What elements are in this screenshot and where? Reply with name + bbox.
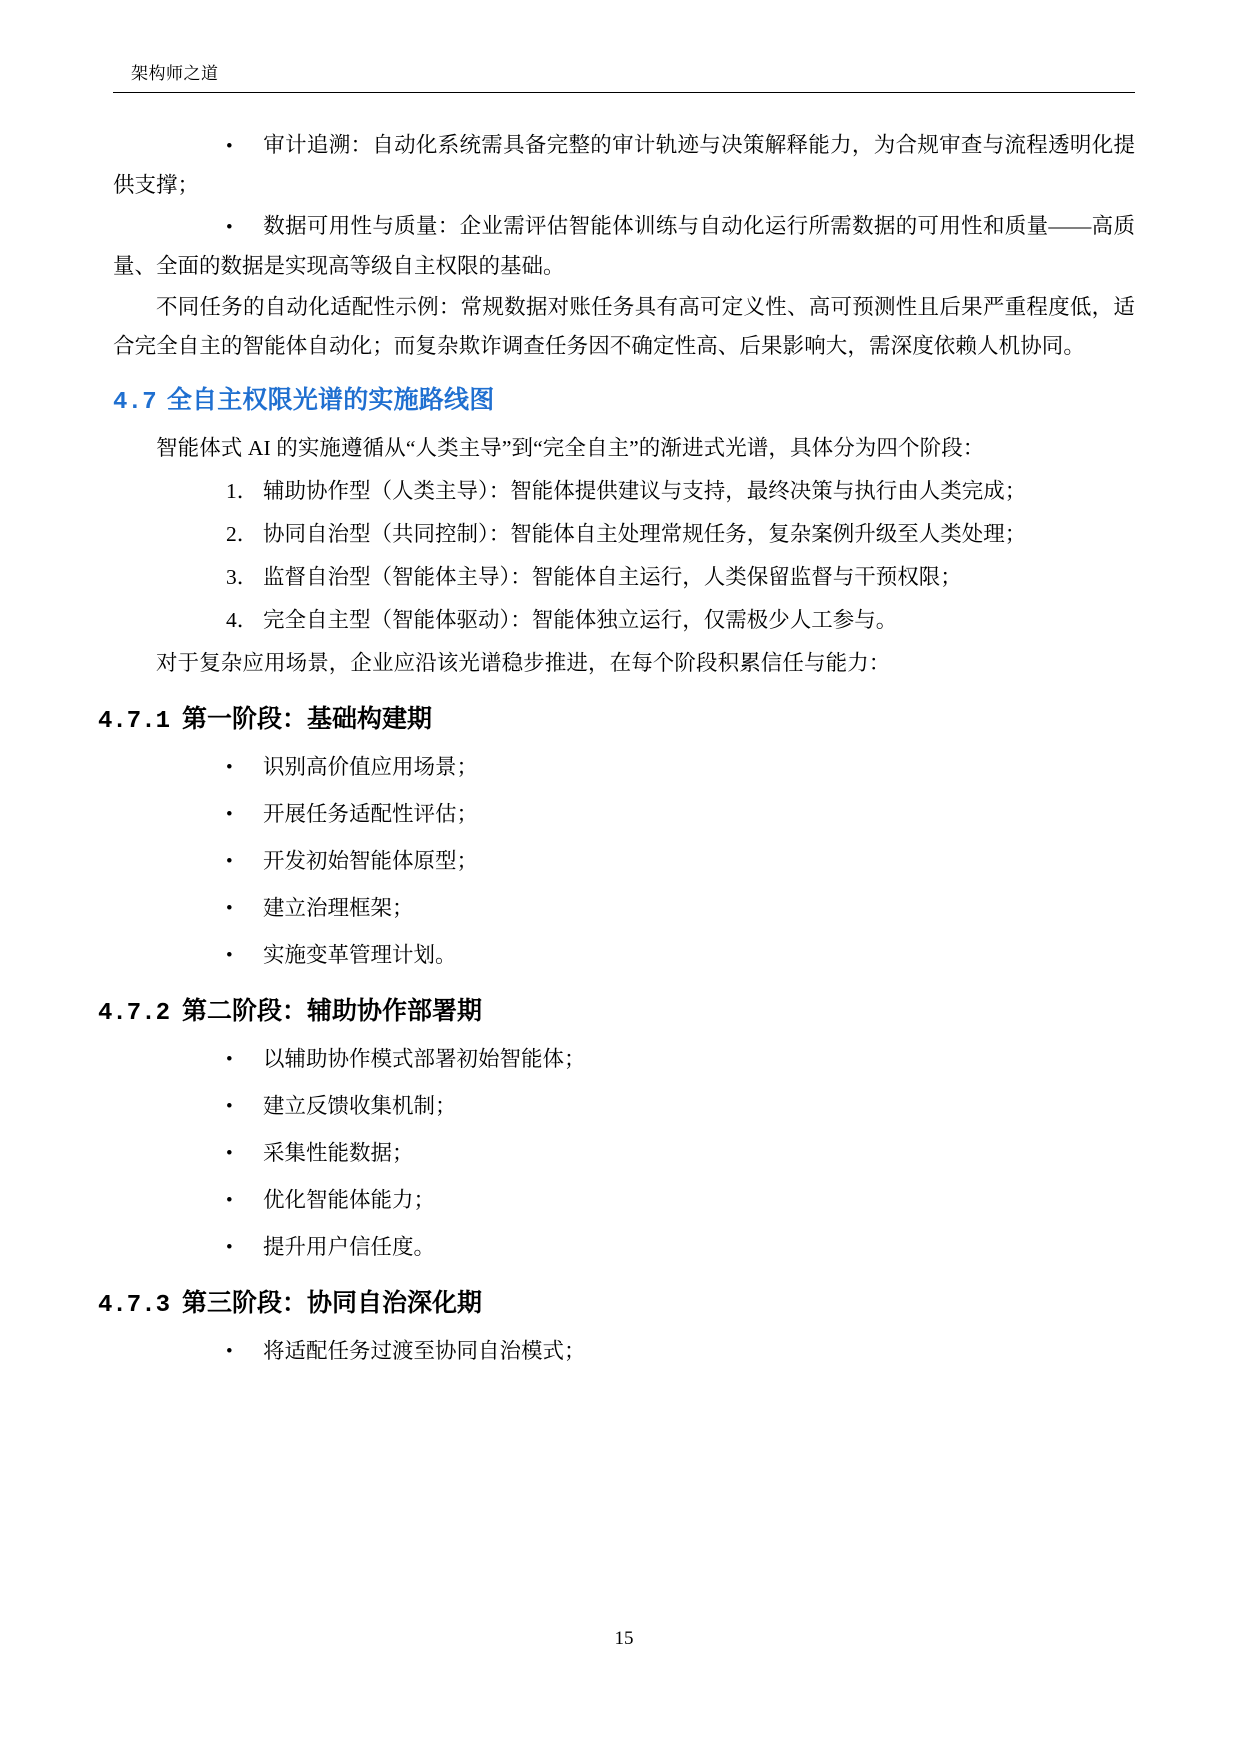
header-title: 架构师之道 [131, 64, 219, 83]
list-item-text: 审计追溯：自动化系统需具备完整的审计轨迹与决策解释能力，为合规审查与流程透明化提供支撑； [113, 133, 1135, 197]
paragraph-section-intro: 智能体式 AI 的实施遵循从“人类主导”到“完全自主”的渐进式光谱，具体分为四个阶段： [156, 436, 985, 460]
paragraph-adaptability: 不同任务的自动化适配性示例：常规数据对账任务具有高可定义性、高可预测性且后果严重程度低，适合完全自主的智能体自动化；而复杂欺诈调查任务因不确定性高、后果影响大，需深度依赖人机协同。 [113, 295, 1135, 358]
list-item [113, 515, 1135, 554]
section-title: 全自主权限光谱的实施路线图 [166, 386, 495, 414]
bullet-icon: • [226, 217, 233, 238]
subsection-heading-4-7-3 [98, 1283, 1135, 1326]
bullet-icon: • [226, 945, 233, 966]
list-item-text: 建立反馈收集机制； [263, 1094, 457, 1118]
section-heading-4-7 [113, 380, 1135, 423]
list-item-text: 将适配任务过渡至协同自治模式； [263, 1339, 586, 1363]
bullet-icon: • [226, 1096, 233, 1117]
list-item-text: 优化智能体能力； [263, 1188, 436, 1212]
list-marker-wrap [113, 601, 263, 640]
bullet-list-4-7-1 [113, 748, 1135, 975]
list-marker-wrap [113, 472, 263, 511]
list-item [113, 1087, 1135, 1126]
list-item [113, 1134, 1135, 1173]
list-item [113, 748, 1135, 787]
subsection-number: 4.7.2 [98, 1000, 171, 1027]
list-item [113, 126, 1135, 205]
bullet-icon: • [226, 1143, 233, 1164]
bullet-icon: • [226, 851, 233, 872]
list-marker: 4． [226, 608, 259, 632]
list-item [113, 1040, 1135, 1079]
subsection-title: 第一阶段：基础构建期 [182, 705, 433, 733]
list-item [113, 1228, 1135, 1267]
list-item [113, 207, 1135, 286]
bullet-paragraph [113, 207, 1135, 286]
list-marker-wrap [113, 515, 263, 554]
list-item-text: 完全自主型（智能体驱动）：智能体独立运行，仅需极少人工参与。 [263, 608, 898, 632]
list-item-text: 开发初始智能体原型； [263, 849, 479, 873]
bullet-icon: • [226, 804, 233, 825]
list-item [113, 1332, 1135, 1371]
list-item [113, 936, 1135, 975]
list-item-text: 以辅助协作模式部署初始智能体； [263, 1047, 586, 1071]
top-bullet-list [113, 126, 1135, 286]
page-number: 15 [614, 1628, 634, 1649]
page-footer [113, 1628, 1135, 1650]
subsection-number: 4.7.1 [98, 708, 171, 735]
bullet-icon: • [226, 1237, 233, 1258]
bullet-list-4-7-2 [113, 1040, 1135, 1267]
list-marker: 2． [226, 522, 259, 546]
subsection-heading-4-7-1 [98, 699, 1135, 742]
list-item [113, 1181, 1135, 1220]
subsection-title: 第二阶段：辅助协作部署期 [182, 997, 483, 1025]
bullet-icon: • [226, 1190, 233, 1211]
list-item-text: 实施变革管理计划。 [263, 943, 457, 967]
list-item-text: 开展任务适配性评估； [263, 802, 479, 826]
list-marker-wrap [113, 558, 263, 597]
list-marker: 3． [226, 565, 259, 589]
bullet-icon: • [226, 1049, 233, 1070]
bullet-list-4-7-3 [113, 1332, 1135, 1371]
list-item-text: 建立治理框架； [263, 896, 414, 920]
list-item-text: 数据可用性与质量：企业需评估智能体训练与自动化运行所需数据的可用性和质量——高质量、全面的数据是实现高等级自主权限的基础。 [113, 214, 1135, 278]
list-item [113, 795, 1135, 834]
list-item-text: 采集性能数据； [263, 1141, 414, 1165]
list-item [113, 889, 1135, 928]
bullet-icon: • [226, 136, 233, 157]
bullet-paragraph [113, 126, 1135, 205]
bullet-icon: • [226, 898, 233, 919]
list-item [113, 558, 1135, 597]
list-item-text: 监督自治型（智能体主导）：智能体自主运行，人类保留监督与干预权限； [263, 565, 962, 589]
paragraph-section-outro: 对于复杂应用场景，企业应沿该光谱稳步推进，在每个阶段积累信任与能力： [156, 651, 891, 675]
subsection-heading-4-7-2 [98, 991, 1135, 1034]
list-item-text: 协同自治型（共同控制）：智能体自主处理常规任务，复杂案例升级至人类处理； [263, 522, 1027, 546]
list-item [113, 472, 1135, 511]
bullet-icon: • [226, 1341, 233, 1362]
subsection-title: 第三阶段：协同自治深化期 [182, 1289, 483, 1317]
list-item-text: 辅助协作型（人类主导）：智能体提供建议与支持，最终决策与执行由人类完成； [263, 479, 1027, 503]
header-divider [113, 92, 1135, 93]
bullet-icon: • [226, 757, 233, 778]
stage-list [113, 472, 1135, 640]
list-item-text: 提升用户信任度。 [263, 1235, 436, 1259]
document-body [98, 126, 1135, 1379]
list-item-text: 识别高价值应用场景； [263, 755, 479, 779]
list-marker: 1． [226, 479, 259, 503]
section-number: 4.7 [113, 389, 157, 416]
list-item [113, 842, 1135, 881]
page-content-area [98, 0, 1135, 1754]
subsection-number: 4.7.3 [98, 1292, 171, 1319]
bullet-indent [113, 207, 263, 247]
list-item [113, 601, 1135, 640]
bullet-indent [113, 126, 263, 166]
running-header [113, 62, 1135, 93]
